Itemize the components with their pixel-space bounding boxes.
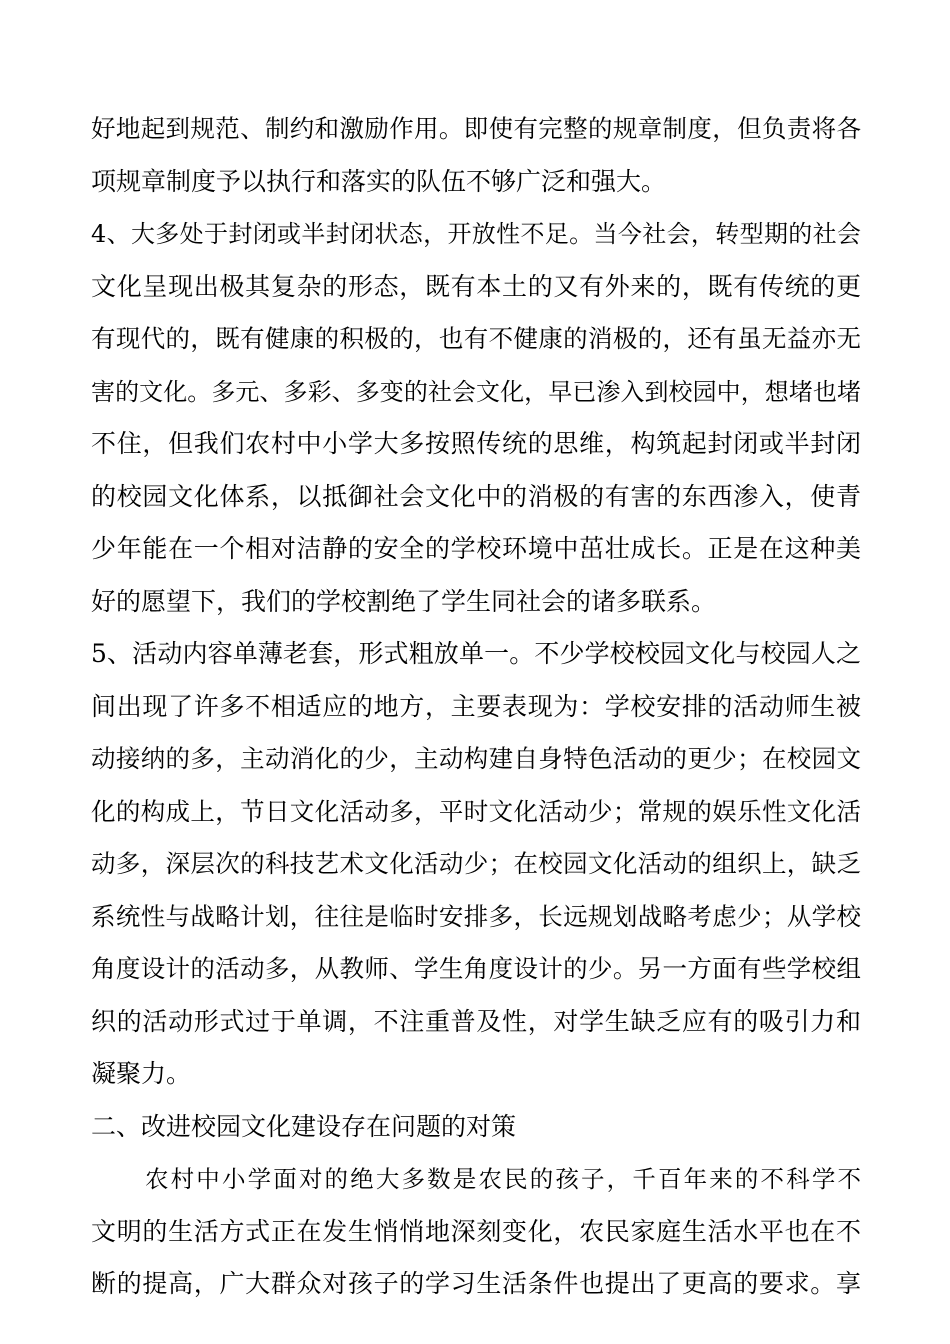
text-line: 织的活动形式过于单调，不注重普及性，对学生缺乏应有的吸引力和: [91, 1006, 861, 1036]
list-item-5-line: 5、活动内容单薄老套，形式粗放单一。不少学校校园文化与校园人之: [91, 639, 861, 668]
text-line: 好地起到规范、制约和激励作用。即使有完整的规章制度，但负责将各: [91, 114, 861, 143]
text-line: 害的文化。多元、多彩、多变的社会文化，早已渗入到校园中，想堵也堵: [91, 377, 861, 406]
text-line: 动多，深层次的科技艺术文化活动少；在校园文化活动的组织上，缺乏: [91, 849, 861, 878]
text-line: 少年能在一个相对洁静的安全的学校环境中茁壮成长。正是在这种美: [91, 534, 861, 563]
text-line: 项规章制度予以执行和落实的队伍不够广泛和强大。: [91, 166, 667, 196]
document-body: [91, 103, 861, 1311]
text-line: 凝聚力。: [91, 1059, 192, 1088]
text-line: 好的愿望下，我们的学校割绝了学生同社会的诸多联系。: [91, 586, 717, 616]
text-line: 系统性与战略计划，往往是临时安排多，长远规划战略考虑少；从学校: [91, 901, 861, 931]
list-item-4-line: 4、大多处于封闭或半封闭状态，开放性不足。当今社会，转型期的社会: [91, 220, 861, 248]
text-line: 间出现了许多不相适应的地方，主要表现为：学校安排的活动师生被: [91, 691, 861, 721]
text-line: 化的构成上，节日文化活动多，平时文化活动少；常规的娱乐性文化活: [91, 796, 861, 826]
text-line: 角度设计的活动多，从教师、学生角度设计的少。另一方面有些学校组: [91, 954, 861, 983]
text-line: 动接纳的多，主动消化的少，主动构建自身特色活动的更少；在校园文: [91, 744, 861, 773]
text-line: 文化呈现出极其复杂的形态，既有本土的又有外来的，既有传统的更: [91, 271, 861, 301]
text-line: 不住，但我们农村中小学大多按照传统的思维，构筑起封闭或半封闭: [91, 429, 861, 458]
text-line: 有现代的，既有健康的积极的，也有不健康的消极的，还有虽无益亦无: [91, 324, 861, 353]
text-line: 文明的生活方式正在发生悄悄地深刻变化，农民家庭生活水平也在不: [91, 1216, 861, 1246]
text-line: 断的提高，广大群众对孩子的学习生活条件也提出了更高的要求。享: [91, 1269, 861, 1298]
paragraph-first-line: 农村中小学面对的绝大多数是农民的孩子，千百年来的不科学不: [145, 1165, 861, 1193]
section-heading: 二、改进校园文化建设存在问题的对策: [91, 1111, 517, 1141]
text-line: 的校园文化体系，以抵御社会文化中的消极的有害的东西渗入，使青: [91, 481, 861, 511]
